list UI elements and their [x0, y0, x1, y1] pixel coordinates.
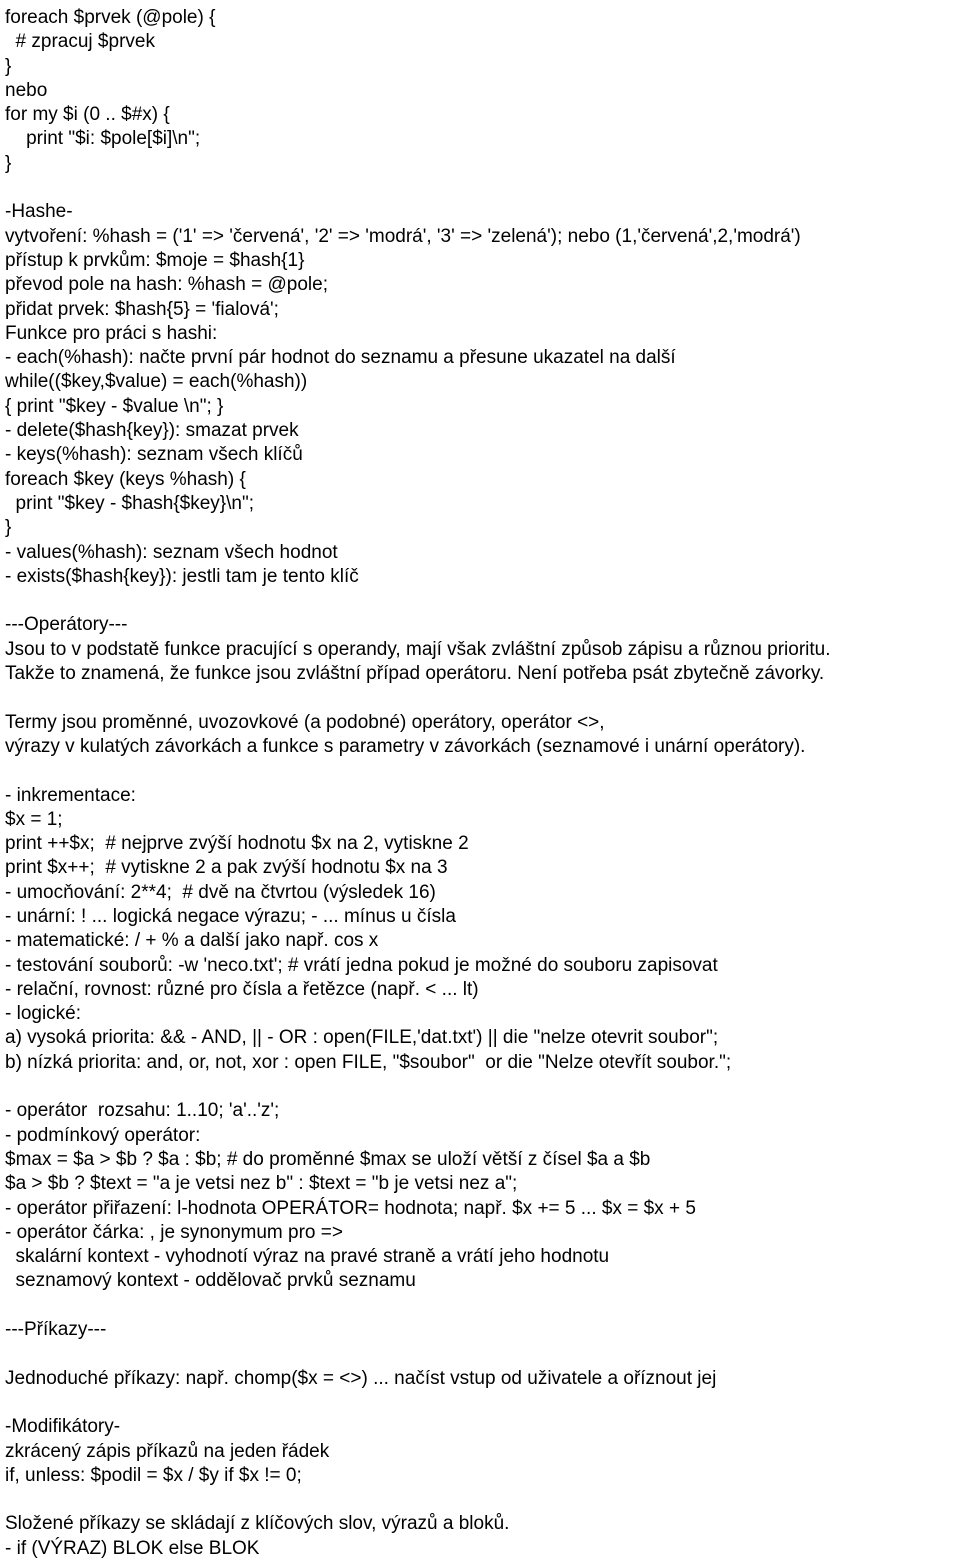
blank-line [5, 1391, 960, 1415]
text-line: - relační, rovnost: různé pro čísla a řetězce (např. < ... lt) [5, 978, 479, 1000]
text-line: - if (VÝRAZ) BLOK else BLOK [5, 1537, 260, 1559]
text-line: Takže to znamená, že funkce jsou zvláštní případ operátoru. Není potřeba psát zbytečně závorky. [5, 663, 825, 685]
text-line: vytvoření: %hash = ('1' => 'červená', '2' => 'modrá', '3' => 'zelená'); nebo (1,'červená',2,'modrá') [5, 225, 801, 247]
blank-line [5, 1075, 960, 1099]
code-line: foreach $prvek (@pole) { [5, 7, 216, 28]
blank-line [5, 1488, 960, 1512]
text-line: Jednoduché příkazy: např. chomp($x = <>) ... načíst vstup od uživatele a oříznout jej [5, 1367, 717, 1389]
text-line: a) vysoká priorita: && - AND, || - OR : open(FILE,'dat.txt') || die "nelze otevrit soubor"; [5, 1027, 719, 1049]
code-line: } [5, 517, 12, 539]
text-line: b) nízká priorita: and, or, not, xor : open FILE, "$soubor" or die "Nelze otevřít soubor."; [5, 1051, 732, 1073]
text-line: - inkrementace: [5, 784, 136, 806]
text-line: Složené příkazy se skládají z klíčových slov, výrazů a bloků. [5, 1513, 510, 1535]
text-line: - podmínkový operátor: [5, 1124, 201, 1146]
text-line: - keys(%hash): seznam všech klíčů [5, 444, 303, 466]
code-line: } [5, 152, 12, 174]
blank-line [5, 1342, 960, 1366]
text-line: - testování souborů: -w 'neco.txt'; # vrátí jedna pokud je možné do souboru zapisovat [5, 954, 718, 976]
text-line: výrazy v kulatých závorkách a funkce s parametry v závorkách (seznamové i unární operátory). [5, 735, 806, 757]
text-line: Funkce pro práci s hashi: [5, 322, 218, 344]
code-line: foreach $key (keys %hash) { [5, 468, 246, 490]
blank-line [5, 176, 960, 200]
section-heading: ---Operátory--- [5, 614, 128, 636]
code-line: print $x++; # vytiskne 2 a pak zvýší hodnotu $x na 3 [5, 857, 448, 879]
section-heading: -Hashe- [5, 201, 73, 223]
code-line: while(($key,$value) = each(%hash)) [5, 371, 308, 393]
blank-line [5, 1294, 960, 1318]
text-line: přidat prvek: $hash{5} = 'fialová'; [5, 298, 279, 320]
text-line: - matematické: / + % a další jako např. cos x [5, 930, 379, 952]
text-line: skalární kontext - vyhodnotí výraz na pravé straně a vrátí jeho hodnotu [5, 1246, 610, 1268]
text-line: seznamový kontext - oddělovač prvků seznamu [5, 1270, 416, 1292]
blank-line [5, 589, 960, 613]
text-line: - each(%hash): načte první pár hodnot do seznamu a přesune ukazatel na další [5, 347, 676, 369]
text-line: - umocňování: 2**4; # dvě na čtvrtou (výsledek 16) [5, 881, 436, 903]
document-text [5, 6, 960, 1561]
code-line: $x = 1; [5, 808, 63, 830]
text-line: - unární: ! ... logická negace výrazu; - ... mínus u čísla [5, 905, 456, 927]
text-line: převod pole na hash: %hash = @pole; [5, 274, 328, 296]
text-line: přístup k prvkům: $moje = $hash{1} [5, 249, 305, 271]
code-line: print "$i: $pole[$i]\n"; [5, 128, 201, 150]
code-line: for my $i (0 .. $#x) { [5, 104, 170, 126]
text-line: zkrácený zápis příkazů na jeden řádek [5, 1440, 330, 1462]
text-line: - exists($hash{key}): jestli tam je tento klíč [5, 565, 359, 587]
text-line: - operátor přiřazení: l-hodnota OPERÁTOR= hodnota; např. $x += 5 ... $x = $x + 5 [5, 1197, 696, 1219]
section-heading: -Modifikátory- [5, 1416, 121, 1438]
text-line: - values(%hash): seznam všech hodnot [5, 541, 338, 563]
text-line: - operátor rozsahu: 1..10; 'a'..'z'; [5, 1100, 280, 1122]
code-line: if, unless: $podil = $x / $y if $x != 0; [5, 1464, 302, 1486]
blank-line [5, 686, 960, 710]
section-heading: ---Příkazy--- [5, 1319, 107, 1341]
text-line: - operátor čárka: , je synonymum pro => [5, 1221, 343, 1243]
text-line: Jsou to v podstatě funkce pracující s operandy, mají však zvláštní způsob zápisu a různou prioritu. [5, 638, 831, 660]
text-line: - logické: [5, 1003, 82, 1025]
code-line: # zpracuj $prvek [5, 31, 155, 53]
code-line: $a > $b ? $text = "a je vetsi nez b" : $text = "b je vetsi nez a"; [5, 1173, 518, 1195]
code-line: $max = $a > $b ? $a : $b; # do proměnné $max se uloží větší z čísel $a a $b [5, 1148, 651, 1170]
text-line: Termy jsou proměnné, uvozovkové (a podobné) operátory, operátor <>, [5, 711, 605, 733]
code-line: } [5, 55, 12, 77]
code-line: print "$key - $hash{$key}\n"; [5, 492, 255, 514]
text-line: nebo [5, 79, 48, 101]
code-line: print ++$x; # nejprve zvýší hodnotu $x na 2, vytiskne 2 [5, 833, 469, 855]
blank-line [5, 759, 960, 783]
text-line: - delete($hash{key}): smazat prvek [5, 420, 299, 442]
code-line: { print "$key - $value \n"; } [5, 395, 224, 417]
